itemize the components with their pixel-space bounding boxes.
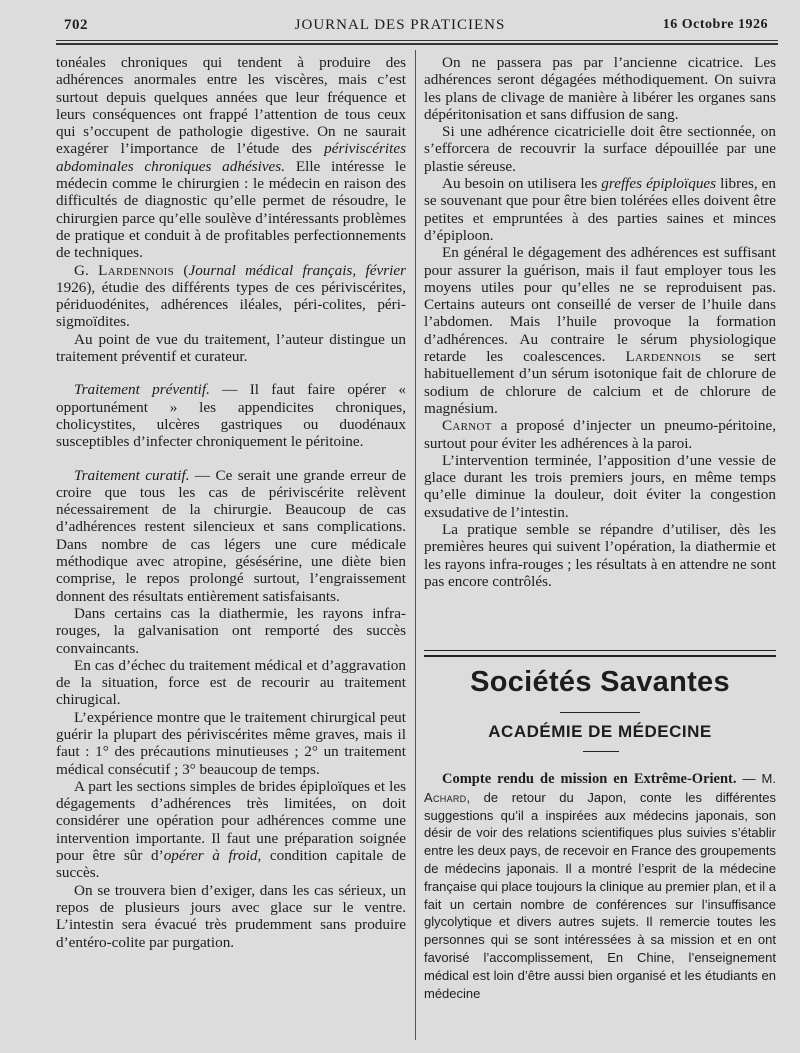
journal-title: JOURNAL DES PRATICIENS	[294, 17, 506, 33]
paragraph: Dans certains cas la diathermie, les rayons infra-rouges, la galvanisation ont remporté des succès convaincants.	[56, 604, 406, 657]
paragraph: Carnot a proposé d’injecter un pneumo-péritoine, surtout pour éviter les adhérences à la paroi.	[424, 417, 776, 452]
paragraph: Compte rendu de mission en Extrême-Orient. — M. Achard, de retour du Japon, conte les différentes suggestions qu’il a inspirées aux médecins japonais, son désir de voir des relations scientifiques plus suivies s’établir entre les deux pays, de recevoir en France des groupements de médecins japonais. Il a montré l’esprit de la médecine française qui place toujours la clinique au premier plan, et il a fait un certain nombre de conférences sur l’insuffisance glycolytique et divers autres sujets. Il remercie toutes les personnes qui se sont intéressées à sa mission et en ont favorisé l’accomplissement, En Chine, l’enseignement médical est loin d’être aussi bien organisé et les étudiants en médecine	[424, 771, 777, 1001]
paragraph: Au besoin on utilisera les greffes épiploïques libres, en se souvenant que pour être bien tolérées elles doivent être petites et empruntées à des parties saines et minces d’épiploon.	[424, 175, 776, 244]
paragraph: Au point de vue du traitement, l’auteur distingue un traitement préventif et curateur.	[56, 330, 406, 366]
paragraph: On se trouvera bien d’exiger, dans les cas sérieux, un repos de plusieurs jours avec glace sur le ventre. L’intestin sera évacué très prudemment sans produire d’entéro-colite par purgation.	[56, 881, 406, 951]
paragraph: L’expérience montre que le traitement chirurgical peut guérir la plupart des périviscérites même graves, mais il faut : 1° des précautions minutieuses ; 2° un traitement médical consécutif ; 3° beaucoup de temps.	[56, 708, 406, 778]
paragraph: tonéales chroniques qui tendent à produire des adhérences anormales entre les viscères, mais c’est surtout depuis quelques années que leur fréquence et leurs conséquences ont frappé l’attention de tous ceux qui s’occupent de pathologie digestive. On ne saurait exagérer l’importance de l’étude des périviscérites abdominales chroniques adhésives. Elle intéresse le médecin comme le chirurgien : le médecin en raison des difficultés de diagnostic qu’elle permet de résoudre, le chirurgien parce qu’elle soulève d’intéressants problèmes de pratique et conduit à de profitables perfectionnements de techniques.	[56, 54, 406, 262]
paragraph: Traitement préventif. — Il faut faire opérer « opportunément » les appendicites chroniques, cholicystites, ulcères gastriques ou duodénaux susceptibles d’infecter chroniquement le péritoine.	[56, 381, 406, 451]
paragraph: Si une adhérence cicatricielle doit être sectionnée, on s’efforcera de recouvrir la surface dépouillée par une plastie séreuse.	[424, 123, 776, 175]
page-number: 702	[64, 17, 88, 33]
header-rule-thick	[56, 43, 778, 45]
column-separator	[415, 50, 416, 1040]
issue-date: 16 Octobre 1926	[662, 17, 768, 32]
running-header	[0, 0, 800, 44]
right-column	[424, 54, 776, 590]
title-underline	[560, 712, 640, 713]
paragraph: En général le dégagement des adhérences est suffisant pour assurer la guérison, mais il faut employer tous les moyens utiles pour qu’elles ne se reproduisent pas. Certains auteurs ont conseillé de verser de l’huile dans l’abdomen. Mais l’huile provoque la formation d’adhérences. Au contraire le sérum physiologique retarde les coalescences. Lardennois se sert habituellement d’un sérum isotonique fait de chlorure de sodium de chlorure de calcium et de chlorure de magnésium.	[424, 244, 776, 417]
subsection-title: ACADÉMIE DE MÉDECINE	[488, 722, 712, 741]
header-rule-thin	[56, 40, 778, 41]
author-name: Lardennois	[98, 261, 174, 279]
paragraph: G. Lardennois (Journal médical français, février 1926), étudie des différents types de ces périviscérites, périduodénites, adhérences iléales, péri-colites, péri-sigmoïdites.	[56, 261, 406, 331]
paragraph: La pratique semble se répandre d’utiliser, dès les premières heures qui suivent l’opération, la diathermie et les rayons infra-rouges ; les résultats à en attendre ne sont pas encore contrôlés.	[424, 521, 776, 590]
section-rule-thick	[424, 655, 776, 657]
paragraph: Traitement curatif. — Ce serait une grande erreur de croire que tous les cas de périviscérite relèvent nécessairement de la chirurgie. Beaucoup de cas d’adhérences restent silencieux et sans complications. Dans nombre de cas légers une cure médicale méthodique avec atropine, gésésérine, une diète bien comprise, le repos prolongé surtout, l’engraissement donnent des résultats entièrement satisfaisants.	[56, 466, 407, 605]
section-label: Traitement préventif.	[74, 381, 210, 399]
left-column	[56, 54, 406, 951]
author-name: Lardennois	[625, 348, 702, 366]
paragraph: L’intervention terminée, l’apposition d’une vessie de glace durant les trois premiers jours, en même temps qu’elle diminue la douleur, doit éviter la congestion exsudative de l’intestin.	[424, 451, 776, 521]
report-heading: Compte rendu de mission en Extrême-Orient.	[442, 771, 737, 787]
subtitle-underline	[583, 751, 619, 752]
author-name: Carnot	[442, 417, 492, 435]
section-title: Sociétés Savantes	[470, 666, 730, 698]
academy-report	[424, 770, 776, 1002]
paragraph: On ne passera pas par l’ancienne cicatrice. Les adhérences seront dégagées méthodiquement. On suivra les plans de clivage de manière à libérer les organes sans dépéritonisation et sans diffusion de sang.	[424, 54, 776, 123]
section-rule-thin	[424, 650, 776, 651]
paragraph: A part les sections simples de brides épiploïques et les dégagements d’adhérences très limitées, on doit considérer une opération pour adhérences comme une intervention importante. Il faut une préparation soignée pour être sûr d’opérer à froid, condition capitale de succès.	[56, 777, 407, 882]
author-name: Achard	[424, 789, 467, 805]
paragraph: En cas d’échec du traitement médical et d’aggravation de la situation, force est de recourir au traitement chirugical.	[56, 656, 406, 709]
section-label: Traitement curatif.	[74, 466, 190, 484]
